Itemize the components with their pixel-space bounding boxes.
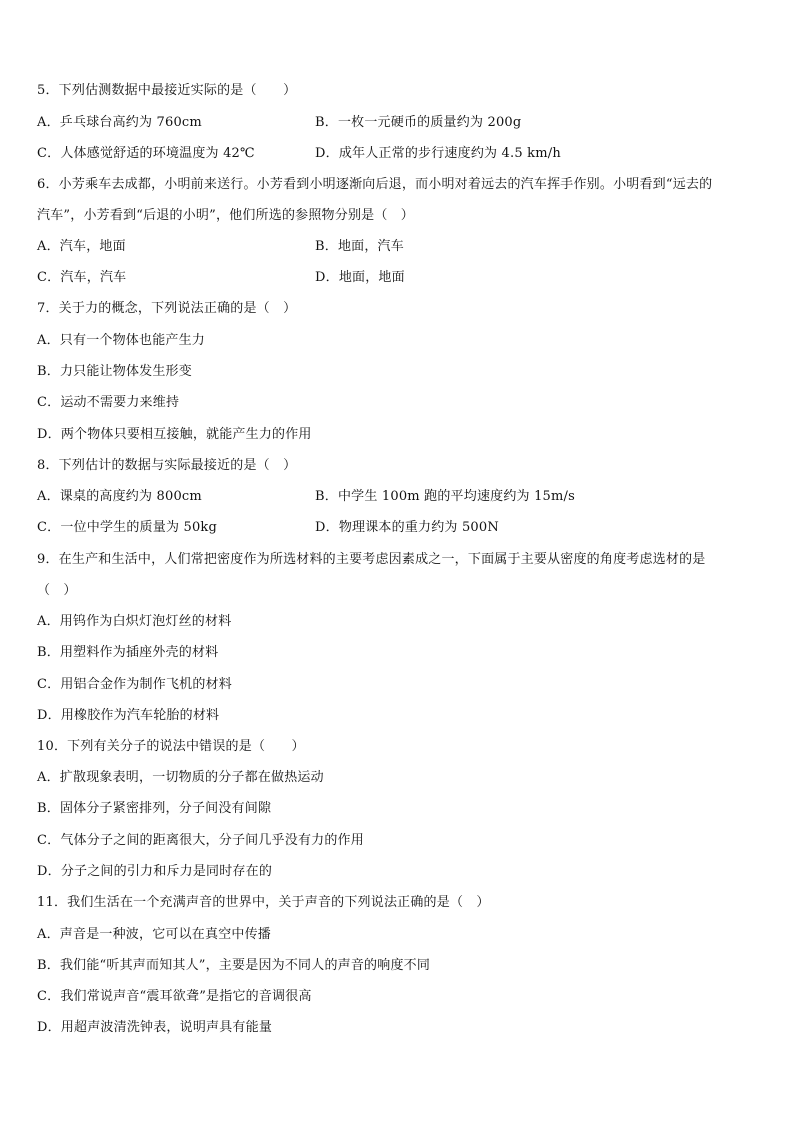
question-11-option-a: A．声音是一种波，它可以在真空中传播 xyxy=(37,927,271,942)
question-7-option-b: B．力只能让物体发生形变 xyxy=(37,364,192,379)
question-5-option-c: C．人体感觉舒适的环境温度为 42℃ xyxy=(37,146,255,161)
question-9-option-c: C．用铝合金作为制作飞机的材料 xyxy=(37,677,232,692)
question-8-option-b: B．中学生 100m 跑的平均速度约为 15m/s xyxy=(315,489,576,504)
question-7-option-a: A．只有一个物体也能产生力 xyxy=(37,333,205,348)
question-9-option-b: B．用塑料作为插座外壳的材料 xyxy=(37,645,219,660)
question-10-stem: 10．下列有关分子的说法中错误的是（ ） xyxy=(37,739,305,754)
question-11-stem: 11．我们生活在一个充满声音的世界中，关于声音的下列说法正确的是（ ） xyxy=(37,895,490,910)
question-8-option-d: D．物理课本的重力约为 500N xyxy=(315,520,499,535)
question-7-stem: 7．关于力的概念，下列说法正确的是（ ） xyxy=(37,301,297,316)
question-10-option-d: D．分子之间的引力和斥力是同时存在的 xyxy=(37,864,273,879)
question-11-option-b: B．我们能“听其声而知其人”，主要是因为不同人的声音的响度不同 xyxy=(37,958,431,973)
question-7-option-c: C．运动不需要力来维持 xyxy=(37,395,180,410)
question-5-option-b: B．一枚一元硬币的质量约为 200g xyxy=(315,115,522,130)
question-9-stem-line-2: （ ） xyxy=(37,583,77,598)
question-7-option-d: D．两个物体只要相互接触，就能产生力的作用 xyxy=(37,427,312,442)
question-5-option-d: D．成年人正常的步行速度约为 4.5 km/h xyxy=(315,146,561,161)
question-11-option-d: D．用超声波清洗钟表，说明声具有能量 xyxy=(37,1020,273,1035)
question-6-stem-line-2: 汽车”，小芳看到“后退的小明”，他们所选的参照物分别是（ ） xyxy=(37,208,414,223)
question-6-option-b: B．地面，汽车 xyxy=(315,239,404,254)
question-8-stem: 8．下列估计的数据与实际最接近的是（ ） xyxy=(37,458,297,473)
question-11-option-c: C．我们常说声音“震耳欲聋”是指它的音调很高 xyxy=(37,989,312,1004)
question-8-option-a: A．课桌的高度约为 800cm xyxy=(37,489,202,504)
question-8-option-c: C．一位中学生的质量为 50kg xyxy=(37,520,218,535)
question-10-option-b: B．固体分子紧密排列，分子间没有间隙 xyxy=(37,801,272,816)
question-5-option-a: A．乒乓球台高约为 760cm xyxy=(37,115,202,130)
question-6-option-d: D．地面，地面 xyxy=(315,270,405,285)
question-9-stem-line-1: 9．在生产和生活中，人们常把密度作为所选材料的主要考虑因素成之一，下面属于主要从密度的角度考虑选材的是 xyxy=(37,552,706,567)
question-6-option-a: A．汽车，地面 xyxy=(37,239,126,254)
question-6-option-c: C．汽车，汽车 xyxy=(37,270,127,285)
question-9-option-a: A．用钨作为白炽灯泡灯丝的材料 xyxy=(37,614,232,629)
question-10-option-c: C．气体分子之间的距离很大，分子间几乎没有力的作用 xyxy=(37,833,364,848)
question-9-option-d: D．用橡胶作为汽车轮胎的材料 xyxy=(37,708,220,723)
question-5-stem: 5．下列估测数据中最接近实际的是（ ） xyxy=(37,83,297,98)
question-6-stem-line-1: 6．小芳乘车去成都，小明前来送行。小芳看到小明逐渐向后退，而小明对着远去的汽车挥手作别。小明看到“远去的 xyxy=(37,177,713,192)
question-10-option-a: A．扩散现象表明，一切物质的分子都在做热运动 xyxy=(37,770,324,785)
